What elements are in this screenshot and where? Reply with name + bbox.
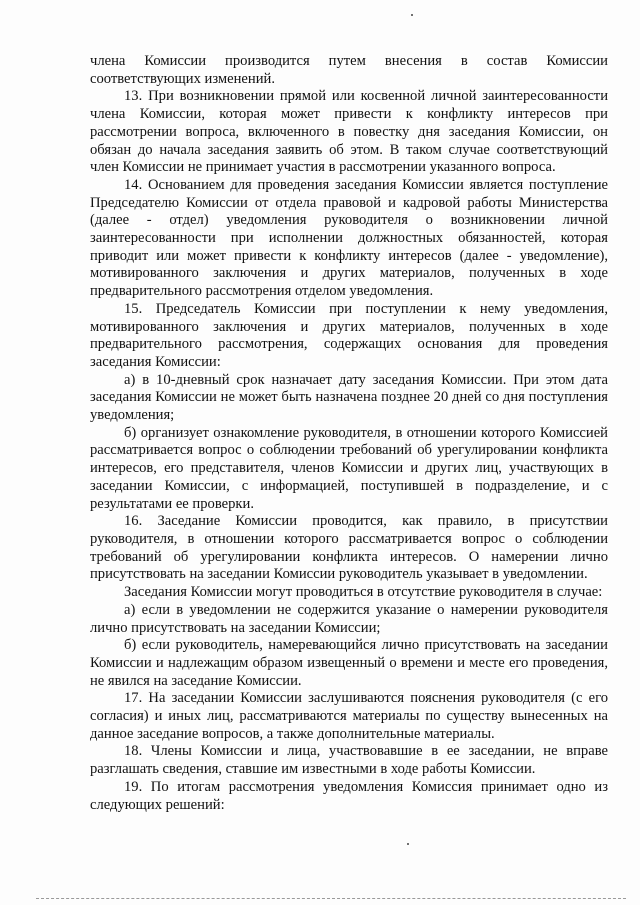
paragraph: 18. Члены Комиссии и лица, участвовавшие в ее заседании, не вправе разглашать сведения, ставшие им известными в ходе работы Комиссии. <box>90 743 608 778</box>
paragraph: б) организует ознакомление руководителя, в отношении которого Комиссией рассматривается вопрос о соблюдении требований об урегулировании конфликта интересов, его представителя, членов Комиссии и других лиц, участвующих в заседании Комиссии, с информацией, поступившей в подразделение, и с результатами ее проверки. <box>90 424 608 512</box>
paragraph: члена Комиссии производится путем внесения в состав Комиссии соответствующих изменений. <box>90 53 608 87</box>
paragraph: Заседания Комиссии могут проводиться в отсутствие руководителя в случае: <box>124 584 603 601</box>
paragraph: а) если в уведомлении не содержится указание о намерении руководителя лично присутствовать на заседании Комиссии; <box>90 601 608 636</box>
paragraph: 15. Председатель Комиссии при поступлении к нему уведомления, мотивированного заключения и других материалов, полученных в ходе предварительного рассмотрения, содержащих основания для проведения заседания Комиссии: <box>90 300 608 370</box>
scan-edge-line <box>36 898 626 899</box>
paragraph: б) если руководитель, намеревающийся лично присутствовать на заседании Комиссии и надлежащим образом извещенный о времени и месте его проведения, не явился на заседание Комиссии. <box>90 637 608 689</box>
paragraph: 17. На заседании Комиссии заслушиваются пояснения руководителя (с его согласия) и иных лиц, рассматриваются материалы по существу вынесенных на данное заседание вопросов, а также дополнительные материалы. <box>90 690 608 742</box>
scan-speck <box>411 14 413 16</box>
paragraph: 13. При возникновении прямой или косвенной личной заинтересованности члена Комиссии, которая может привести к конфликту интересов при рассмотрении вопроса, включенного в повестку дня заседания Комиссии, он обязан до начала заседания заявить об этом. В таком случае соответствующий член Комиссии не принимает участия в рассмотрении указанного вопроса. <box>90 88 608 176</box>
document-body <box>90 53 608 814</box>
paragraph: 14. Основанием для проведения заседания Комиссии является поступление Председателю Комиссии от отдела правовой и кадровой работы Министерства (далее - отдел) уведомления руководителя о возникновении личной заинтересованности при исполнении должностных обязанностей, которая приводит или может привести к конфликту интересов (далее - уведомление), мотивированного заключения и других материалов, полученных в ходе предварительного рассмотрения отделом уведомления. <box>90 176 608 300</box>
scan-speck <box>407 843 409 845</box>
paragraph: 16. Заседание Комиссии проводится, как правило, в присутствии руководителя, в отношении которого рассматривается вопрос о соблюдении требований об урегулировании конфликта интересов. О намерении лично присутствовать на заседании Комиссии руководитель указывает в уведомлении. <box>90 513 608 583</box>
paragraph: а) в 10-дневный срок назначает дату заседания Комиссии. При этом дата заседания Комиссии не может быть назначена позднее 20 дней со дня поступления уведомления; <box>90 371 608 424</box>
paragraph: 19. По итогам рассмотрения уведомления Комиссия принимает одно из следующих решений: <box>90 778 608 813</box>
